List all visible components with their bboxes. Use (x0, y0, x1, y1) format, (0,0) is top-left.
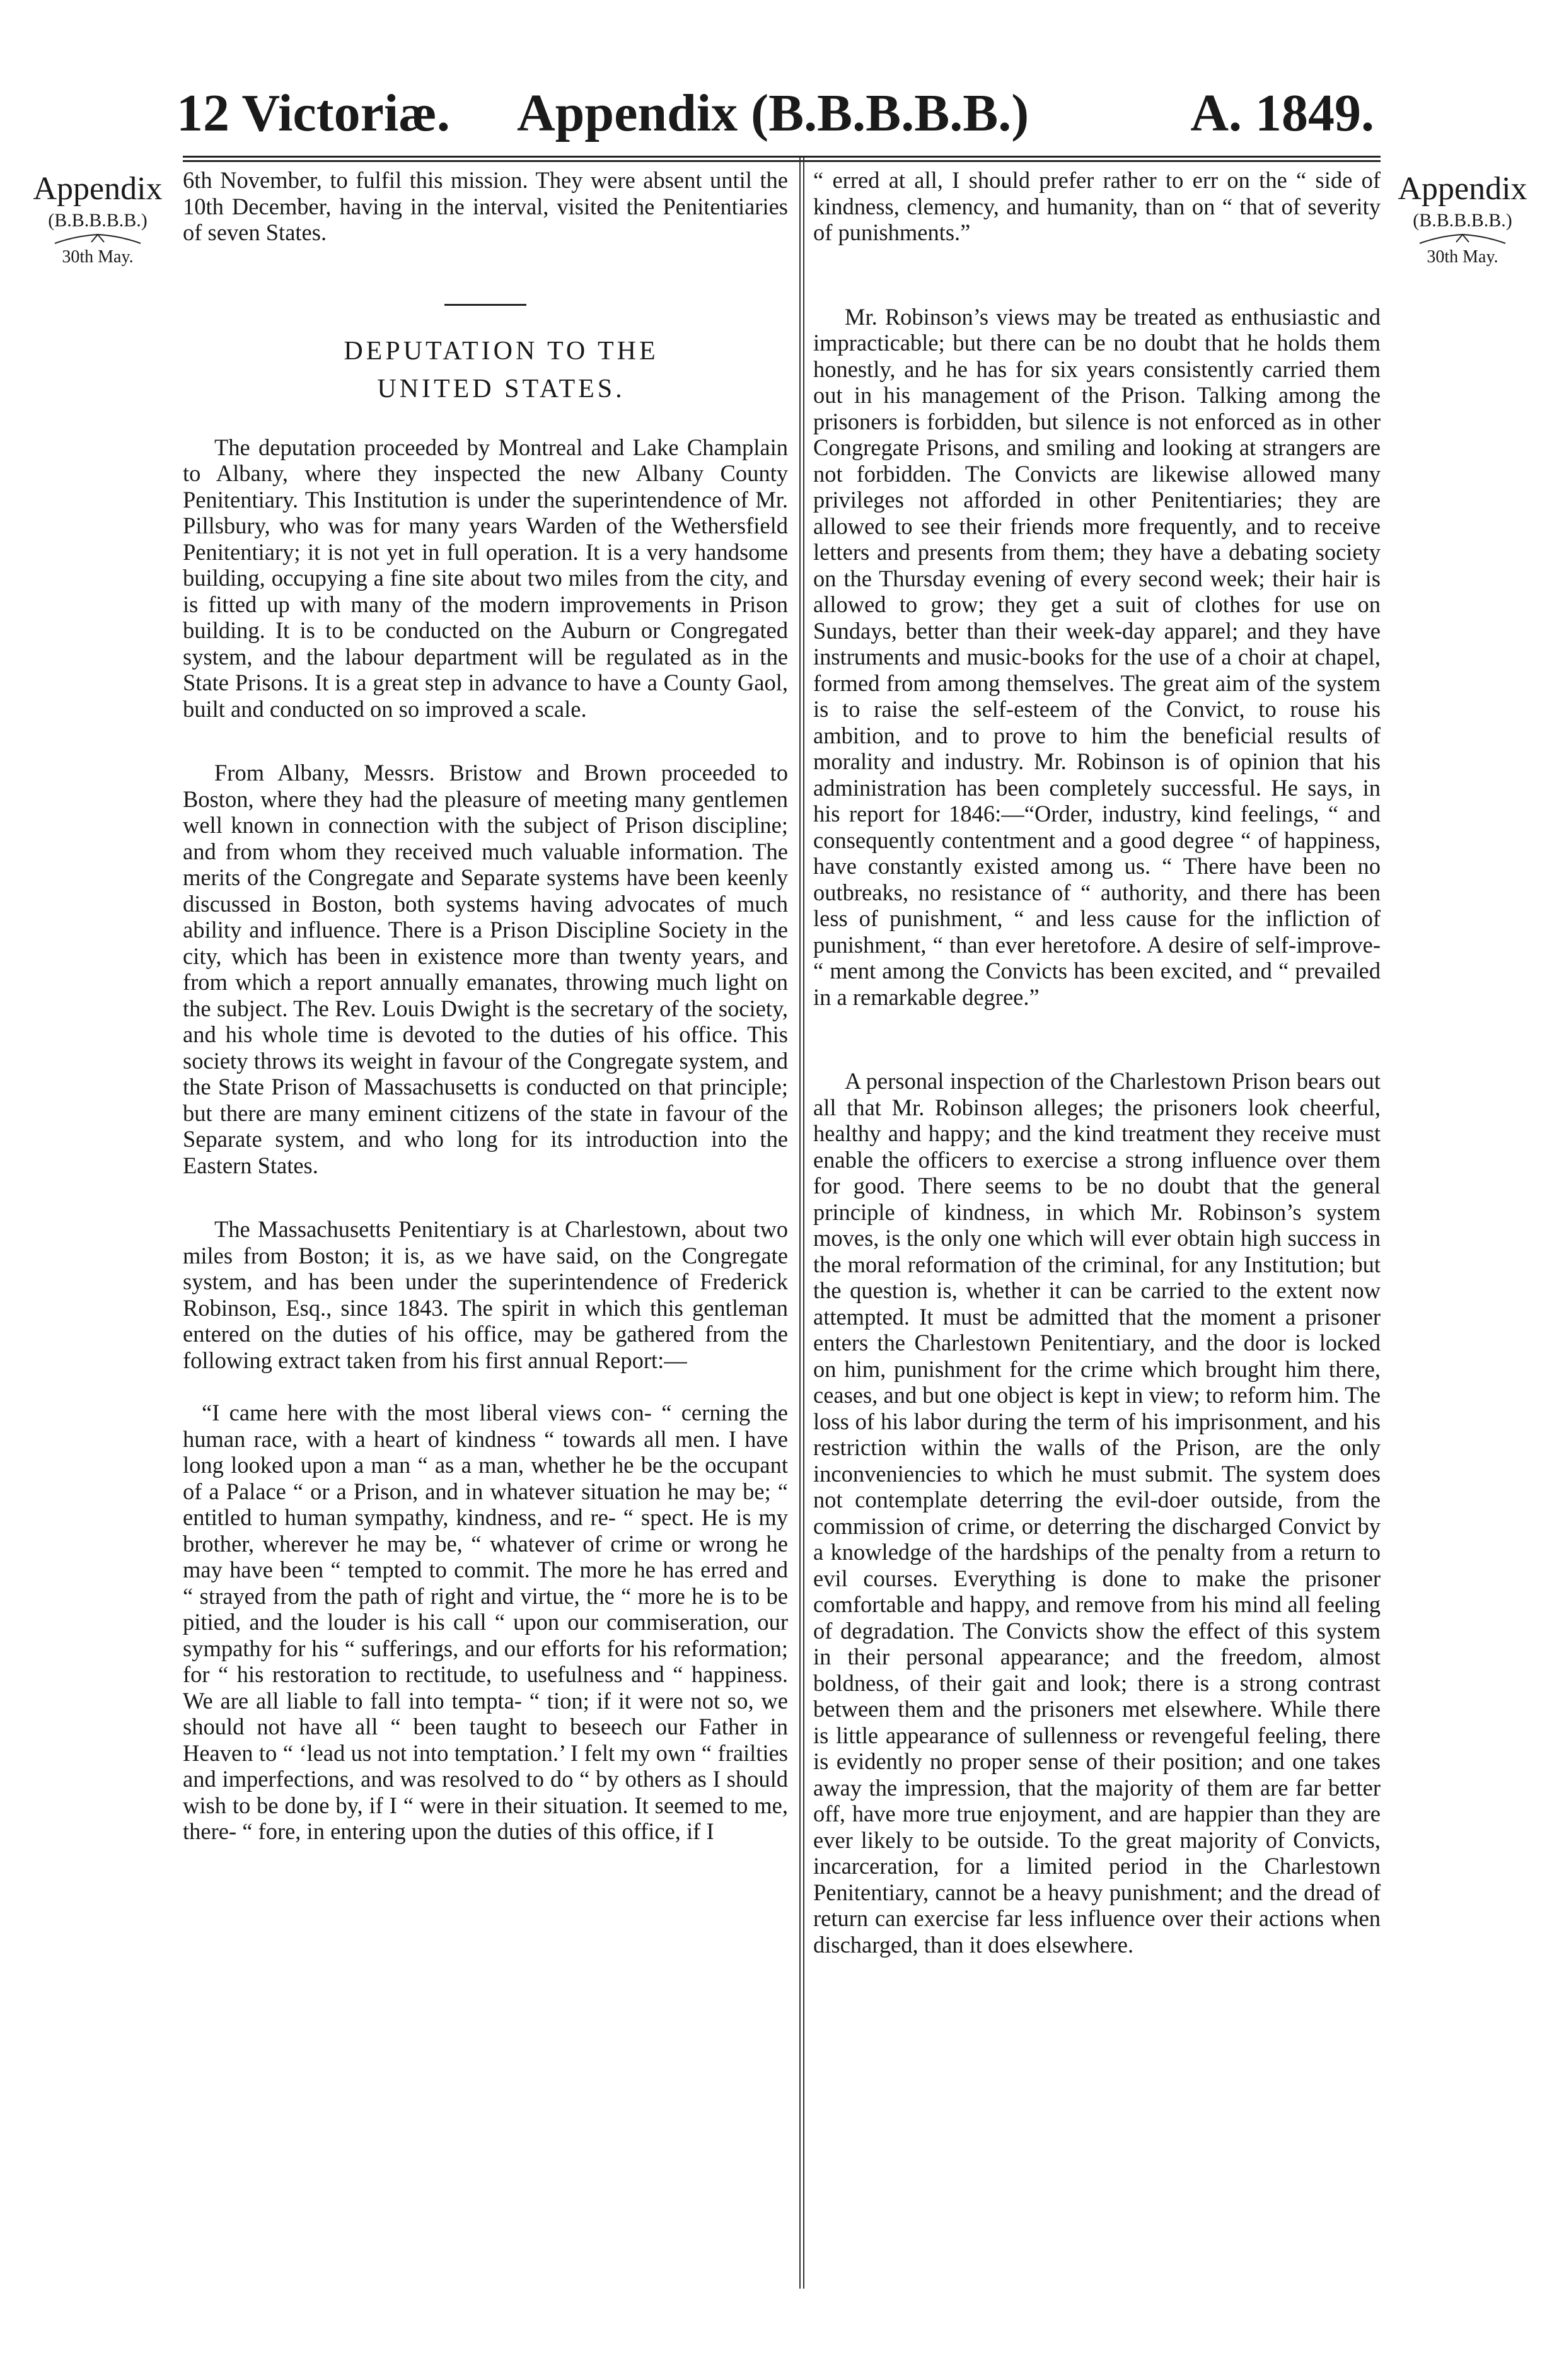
margin-bracket-icon (54, 233, 142, 245)
column-divider (799, 158, 801, 2289)
margin-note-date: 30th May. (62, 247, 134, 267)
header-rule-bottom (183, 160, 1381, 162)
margin-note-title: Appendix (1398, 171, 1527, 207)
paragraph: The Massachusetts Penitentiary is at Charlestown, about two miles from Boston; it is, as we have said, on the Congregate system, and has been under the superintendence of Frederick Robinson, Esq., since 1843. The spirit in which this gentleman entered on the duties of his office, may be gathered from the following extract taken from his first annual Report:— (183, 1216, 788, 1373)
margin-note-right (1390, 170, 1535, 270)
header-year: A. 1849. (1190, 84, 1374, 142)
intro-paragraph: 6th November, to fulfil this mission. They were absent until the 10th December, having in the interval, visited the Penitentiaries of seven States. (183, 167, 788, 245)
report-quote (183, 1400, 788, 1845)
header-appendix-title: Appendix (B.B.B.B.B.) (517, 84, 1029, 142)
section-title-line2: UNITED STATES. (377, 374, 625, 403)
margin-note-code: (B.B.B.B.B.) (1413, 210, 1512, 231)
paragraph: From Albany, Messrs. Bristow and Brown proceeded to Boston, where they had the pleasure of meeting many gentlemen well known in connection with the subject of Prison discipline; and from whom they received much valuable information. The merits of the Congregate and Separate systems have been keenly discussed in Boston, both systems having advocates of much ability and influence. There is a Prison Discipline Society in the city, which has been in existence more than twenty years, and from which a report annually emanates, throwing much light on the subject. The Rev. Louis Dwight is the secretary of the society, and his whole time is devoted to the duties of his office. This society throws its weight in favour of the Congregate system, and the State Prison of Massachusetts is conducted on that principle; but there are many eminent citizens of the state in favour of the Separate system, and who long for its introduction into the Eastern States. (183, 760, 788, 1178)
margin-note-title: Appendix (33, 171, 163, 207)
quote-continuation: “ erred at all, I should prefer rather to err on the “ side of kindness, clemency, and humanity, than on “ that of severity of punishments.” (813, 167, 1381, 245)
quote-text: “I came here with the most liberal views con- “ cerning the human race, with a heart of kindness “ towards all men. I have long looked upon a man “ as a man, whether he be the occupant of a Palace “ or a Prison, and in whatever situation he may be; “ entitled to human sympathy, kindness, and re- “ spect. He is my brother, wherever he may be, “ whatever of crime or wrong he may have been “ tempted to commit. The more he has erred and “ strayed from the path of right and virtue, the “ more he is to be pitied, and the louder is his call “ upon our commiseration, our sympathy for his “ sufferings, and our efforts for his reformation; for “ his restoration to rectitude, to usefulness and “ happiness. We are all liable to fall into tempta- “ tion; if it were not so, we should not have all “ been taught to beseech our Father in Heaven to “ ‘lead us not into temptation.’ I felt my own “ frailties and imperfections, and was resolved to do “ by others as I should wish to be done by, if I “ were in their situation. It seemed to me, there- “ fore, in entering upon the duties of this office, if I (183, 1400, 788, 1844)
paragraph: Mr. Robinson’s views may be treated as enthusiastic and impracticable; but there can be no doubt that he holds them honestly, and he has for six years consistently carried them out in his management of the Prison. Talking among the prisoners is forbidden, but silence is not enforced as in other Congregate Prisons, and smiling and looking at strangers are not forbidden. The Convicts are likewise allowed many privileges not afforded in other Penitentiaries; they are allowed to see their friends more frequently, and to receive letters and presents from them; they have a debating society on the Thursday evening of every second week; their hair is allowed to grow; they get a suit of clothes for use on Sundays, better than their week-day apparel; and they have instruments and music-books for the use of a choir at chapel, formed from among themselves. The great aim of the system is to raise the self-esteem of the Convict, to rouse his ambition, and to prove to him the beneficial results of morality and industry. Mr. Robinson is of opinion that his administration has been completely successful. He says, in his report for 1846:—“Order, industry, kind feelings, “ and consequently contentment and a good degree “ of happiness, have constantly existed among us. “ There have been no outbreaks, no resistance of “ authority, and there has been less of punishment, “ and less cause for the infliction of punishment, “ than ever heretofore. A desire of self-improve- “ ment among the Convicts has been excited, and “ prevailed in a remarkable degree.” (813, 303, 1381, 1010)
section-title-line1: DEPUTATION TO THE (344, 336, 659, 366)
paragraph: The deputation proceeded by Montreal and Lake Champlain to Albany, where they inspected the new Albany County Penitentiary. This Institution is under the superintendence of Mr. Pillsbury, who was for many years Warden of the Wethersfield Penitentiary; it is not yet in full operation. It is a very handsome building, occupying a fine site about two miles from the city, and is fitted up with many of the modern improvements in Prison building. It is to be conducted on the Auburn or Congregated system, and the labour department will be regulated as in the State Prisons. It is a great step in advance to have a County Gaol, built and conducted on so improved a scale. (183, 434, 788, 722)
right-column (813, 167, 1381, 1958)
header-session: 12 Victoriæ. (177, 84, 450, 142)
margin-bracket-icon (1418, 233, 1507, 245)
column-divider (803, 158, 804, 2289)
header-rule-top (183, 156, 1381, 158)
margin-note-code: (B.B.B.B.B.) (48, 210, 148, 231)
page-header (177, 76, 1374, 151)
margin-note-left (25, 170, 170, 270)
left-column (183, 167, 788, 1845)
paragraph: A personal inspection of the Charlestown Prison bears out all that Mr. Robinson alleges; the prisoners look cheerful, healthy and happy; and the kind treatment they receive must enable the officers to exercise a strong influence over them for good. There seems to be no doubt that the general principle of kindness, in which Mr. Robinson’s system moves, is the only one which will ever obtain high success in the moral reformation of the criminal, for any Institution; but the question is, whether it can be carried to the extent now attempted. It must be admitted that the moment a prisoner enters the Charlestown Penitentiary, and the door is locked on him, punishment for the crime which brought him there, ceases, and but one object is kept in view; to reform him. The loss of his labor during the term of his imprisonment, and his restriction within the walls of the Prison, are the only inconveniencies to which he must submit. The system does not contemplate deterring the evil-doer outside, from the commission of crime, or deterring the discharged Convict by a knowledge of the hardships of the penalty from a return to evil courses. Everything is done to make the prisoner comfortable and happy, and remove from his mind all feeling of degradation. The Convicts show the effect of this system in their personal appearance; and the freedom, almost boldness, of their gait and look; there is a strong contrast between them and the prisoners met elsewhere. While there is little appearance of sullenness or revengeful feeling, there is evidently no proper sense of their position; and one takes away the impression, that the majority of them are far better off, have more true enjoyment, and are happier than they are ever likely to be outside. To the great majority of Convicts, incarceration, for a limited period in the Charlestown Penitentiary, cannot be a heavy punishment; and the dread of return can exercise far less influence over their actions when discharged, than it does elsewhere. (813, 1068, 1381, 1958)
margin-note-date: 30th May. (1427, 247, 1498, 267)
